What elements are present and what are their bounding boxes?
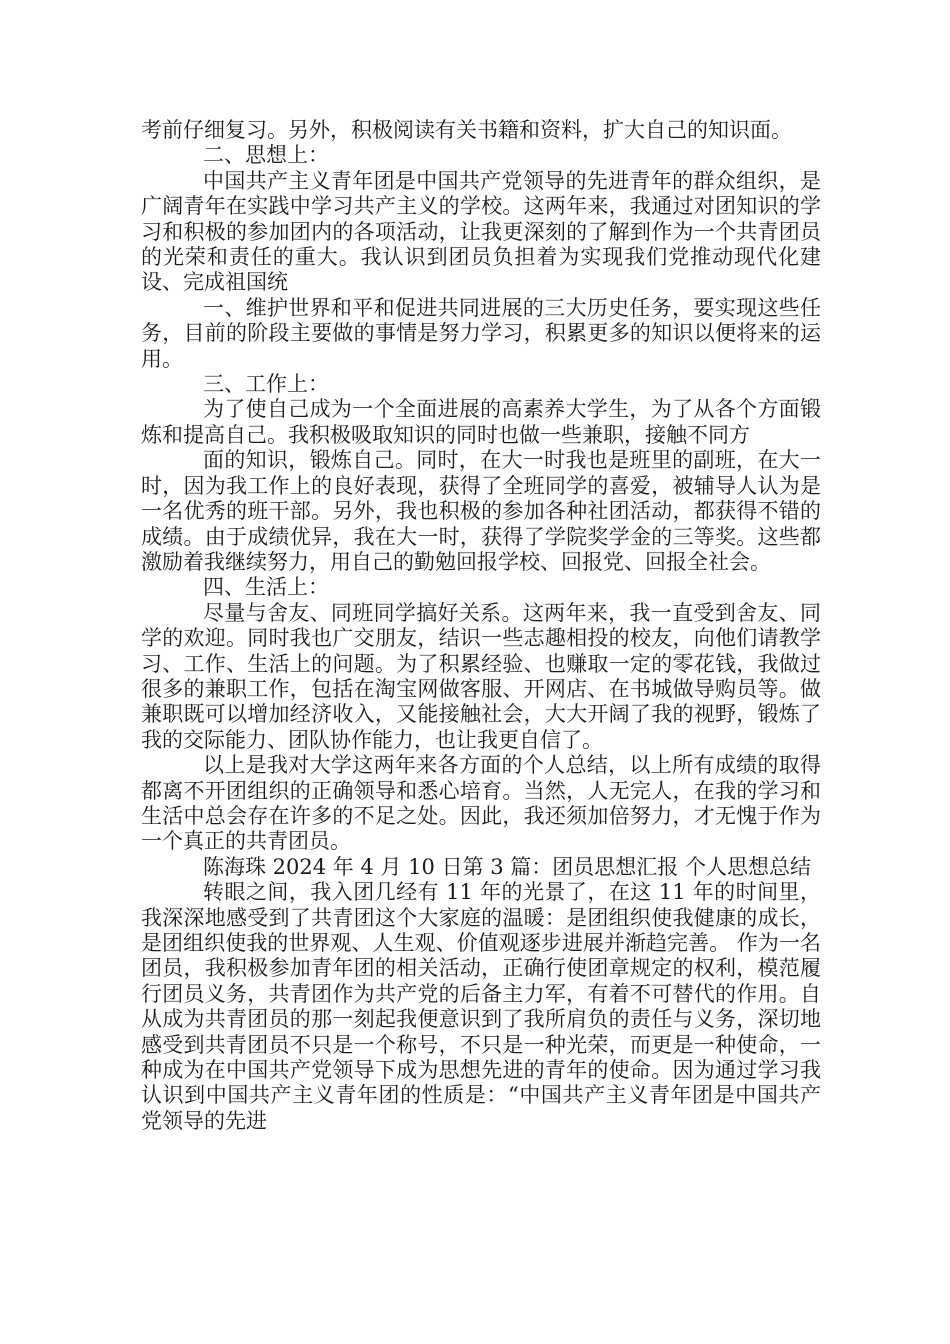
heading-life: 四、生活上： bbox=[203, 575, 329, 600]
paragraph-second-report: 转眼之间，我入团几经有 11 年的光景了，在这 11 年的时间里，我深深地感受到了共青团这个大家庭的温暖：是团组织使我健康的成长，是团组织使我的世界观、人生观、价值观逐步进展并渐趋完善。 作为一名团员，我积极参加青年团的相关活动，正确行使团章规定的权利，模范履行团员义务，共青团作为共产党的后备主力军，有着不可替代的作用。自从成为共青团员的那一刻起我便意识到了我所肩负的责任与义务，深切地感受到共青团员不只是一个称号，不只是一种光荣，而更是一种使命，一种成为在中国共产党领导下成为思想先进的青年的使命。因为通过学习我认识到中国共产主义青年团的性质是：“中国共产主义青年团是中国共产党领导的先进 bbox=[141, 880, 821, 1133]
paragraph-review-ending: 考前仔细复习。另外，积极阅读有关书籍和资料，扩大自己的知识面。 bbox=[141, 118, 792, 142]
paragraph-work-intro: 为了使自己成为一个全面进展的高素养大学生，为了从各个方面锻炼和提高自己。我积极吸取知识的同时也做一些兼职，接触不同方 bbox=[141, 397, 821, 447]
paragraph-thought: 中国共产主义青年团是中国共产党领导的先进青年的群众组织，是广阔青年在实践中学习共产主义的学校。这两年来，我通过对团知识的学习和积极的参加团内的各项活动，让我更深刻的了解到作为一个共青团员的光荣和责任的重大。我认识到团员负担着为实现我们党推动现代化建设、完成祖国统 bbox=[141, 168, 821, 295]
heading-work: 三、工作上： bbox=[203, 372, 329, 397]
paragraph-signature-title: 陈海珠 2024 年 4 月 10 日第 3 篇：团员思想汇报 个人思想总结 bbox=[203, 854, 811, 879]
heading-thought: 二、思想上： bbox=[203, 143, 329, 168]
document-body bbox=[141, 118, 821, 1134]
paragraph-historic-tasks: 一、维护世界和平和促进共同进展的三大历史任务，要实现这些任务，目前的阶段主要做的事情是努力学习，积累更多的知识以便将来的运用。 bbox=[141, 295, 821, 371]
paragraph-summary: 以上是我对大学这两年来各方面的个人总结，以上所有成绩的取得都离不开团组织的正确领导和悉心培育。当然，人无完人，在我的学习和生活中总会存在许多的不足之处。因此，我还须加倍努力，才无愧于作为一个真正的共青团员。 bbox=[141, 753, 821, 854]
paragraph-work-details: 面的知识，锻炼自己。同时，在大一时我也是班里的副班，在大一时，因为我工作上的良好表现，获得了全班同学的喜爱，被辅导人认为是一名优秀的班干部。另外，我也积极的参加各种社团活动，都获得不错的成绩。由于成绩优异，我在大一时，获得了学院奖学金的三等奖。这些都激励着我继续努力，用自己的勤勉回报学校、回报党、回报全社会。 bbox=[141, 448, 821, 574]
paragraph-life: 尽量与舍友、同班同学搞好关系。这两年来，我一直受到舍友、同学的欢迎。同时我也广交朋友，结识一些志趣相投的校友，向他们请教学习、工作、生活上的问题。为了积累经验、也赚取一定的零花钱，我做过很多的兼职工作，包括在淘宝网做客服、开网店、在书城做导购员等。做兼职既可以增加经济收入，又能接触社会，大大开阔了我的视野，锻炼了我的交际能力、团队协作能力，也让我更自信了。 bbox=[141, 600, 821, 752]
